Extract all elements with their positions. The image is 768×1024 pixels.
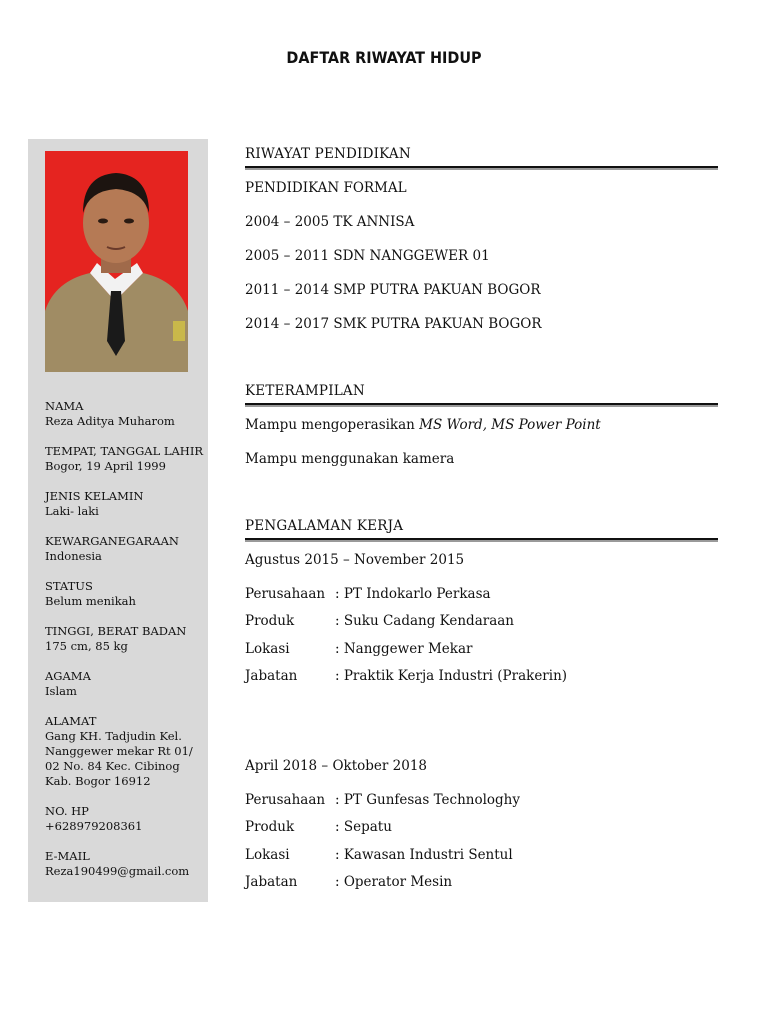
section-experience-heading xyxy=(245,518,718,534)
education-item: 2004 – 2005 TK ANNISA xyxy=(245,214,415,230)
personal-field-value: Islam xyxy=(45,684,77,698)
profile-photo xyxy=(45,151,188,372)
personal-field-value: 175 cm, 85 kg xyxy=(45,639,128,653)
job-period: Agustus 2015 – November 2015 xyxy=(245,552,465,568)
personal-field xyxy=(45,489,205,519)
education-subheading: PENDIDIKAN FORMAL xyxy=(245,180,407,196)
education-heading-text: RIWAYAT PENDIDIKAN xyxy=(245,146,411,162)
personal-info xyxy=(45,399,205,894)
job-detail-key: Lokasi xyxy=(245,641,290,657)
personal-field-label: JENIS KELAMIN xyxy=(45,489,144,503)
job-detail-key: Perusahaan xyxy=(245,586,326,602)
education-item: 2011 – 2014 SMP PUTRA PAKUAN BOGOR xyxy=(245,282,541,298)
personal-field-label: AGAMA xyxy=(45,669,91,683)
personal-field-value: Gang KH. Tadjudin Kel. Nanggewer mekar Rt 01/ 02 No. 84 Kec. Cibinog Kab. Bogor 16912 xyxy=(45,729,193,788)
personal-field-label: STATUS xyxy=(45,579,93,593)
job-detail-value: : Praktik Kerja Industri (Prakerin) xyxy=(335,668,568,684)
job-detail-value: : Sepatu xyxy=(335,819,392,835)
experience-heading-text: PENGALAMAN KERJA xyxy=(245,518,404,534)
section-divider xyxy=(245,166,718,168)
skill-item: Mampu menggunakan kamera xyxy=(245,451,455,467)
personal-field-value: Belum menikah xyxy=(45,594,136,608)
job-detail-key: Lokasi xyxy=(245,847,290,863)
personal-field xyxy=(45,534,205,564)
personal-field xyxy=(45,579,205,609)
page-title: DAFTAR RIWAYAT HIDUP xyxy=(286,48,482,67)
personal-field xyxy=(45,399,205,429)
personal-field xyxy=(45,669,205,699)
job-detail-key: Produk xyxy=(245,819,295,835)
personal-field xyxy=(45,444,205,474)
personal-field-value: Bogor, 19 April 1999 xyxy=(45,459,166,473)
personal-field xyxy=(45,849,205,879)
section-divider xyxy=(245,403,718,405)
profile-photo-image xyxy=(45,151,188,372)
personal-field-value: Indonesia xyxy=(45,549,102,563)
personal-field-label: NO. HP xyxy=(45,804,89,818)
job-period: April 2018 – Oktober 2018 xyxy=(245,758,427,774)
personal-field-label: KEWARGANEGARAAN xyxy=(45,534,179,548)
personal-field-label: NAMA xyxy=(45,399,84,413)
job-detail-key: Jabatan xyxy=(245,668,298,684)
education-item: 2005 – 2011 SDN NANGGEWER 01 xyxy=(245,248,490,264)
skill-text: Mampu mengoperasikan xyxy=(245,417,420,433)
personal-field-label: E-MAIL xyxy=(45,849,90,863)
job-detail-key: Jabatan xyxy=(245,874,298,890)
personal-field-label: TEMPAT, TANGGAL LAHIR xyxy=(45,444,204,458)
job-detail-key: Perusahaan xyxy=(245,792,326,808)
personal-field-label: TINGGI, BERAT BADAN xyxy=(45,624,187,638)
skills-heading-text: KETERAMPILAN xyxy=(245,383,365,399)
job-detail-value: : Operator Mesin xyxy=(335,874,453,890)
personal-field xyxy=(45,714,205,789)
education-item: 2014 – 2017 SMK PUTRA PAKUAN BOGOR xyxy=(245,316,542,332)
job-detail-value: : Suku Cadang Kendaraan xyxy=(335,613,514,629)
job-detail-key: Produk xyxy=(245,613,295,629)
personal-field-value: Reza190499@gmail.com xyxy=(45,864,190,878)
job-detail-value: : Nanggewer Mekar xyxy=(335,641,473,657)
job-detail-value: : Kawasan Industri Sentul xyxy=(335,847,513,863)
personal-field xyxy=(45,804,205,834)
section-education-heading xyxy=(245,146,718,162)
personal-field-value: Laki- laki xyxy=(45,504,99,518)
skill-software: MS Word, MS Power Point xyxy=(419,417,601,433)
section-skills-heading xyxy=(245,383,718,399)
section-divider xyxy=(245,538,718,540)
personal-field-value: +628979208361 xyxy=(45,819,143,833)
job-detail-value: : PT Indokarlo Perkasa xyxy=(335,586,491,602)
personal-field-label: ALAMAT xyxy=(45,714,97,728)
skill-item xyxy=(245,417,601,433)
personal-field-value: Reza Aditya Muharom xyxy=(45,414,175,428)
job-detail-value: : PT Gunfesas Technologhy xyxy=(335,792,521,808)
personal-field xyxy=(45,624,205,654)
